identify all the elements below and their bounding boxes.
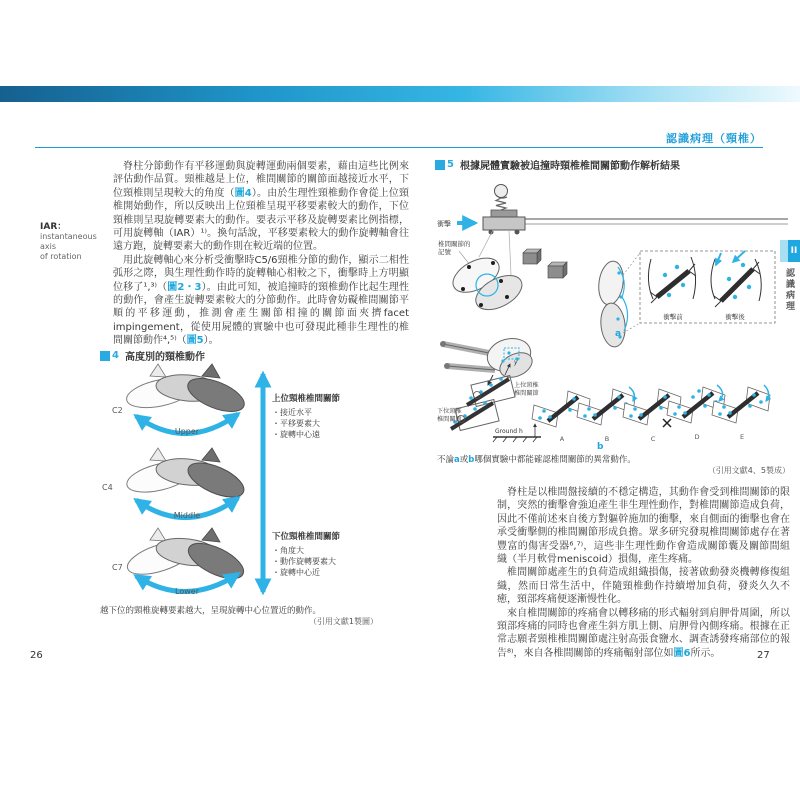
caption-text: 或 bbox=[459, 455, 469, 465]
vertebra-label-c7: C7 bbox=[112, 563, 123, 572]
figure5-caption bbox=[437, 453, 790, 465]
page-number-left: 26 bbox=[30, 650, 43, 661]
figure5-title: 根據屍體實驗被追撞時頸椎椎間關節動作解析結果 bbox=[459, 161, 680, 172]
jig-vertebra-illustration bbox=[484, 334, 536, 382]
figure4-illustration bbox=[100, 362, 272, 604]
body-text: 用此旋轉軸心來分析受衝擊時C5/6頸椎分節的動作，顯示二相性弧形之際，與生理性動作時的旋轉軸心相較之下，衝擊時上方明顯位移了¹,³⁾（ bbox=[113, 254, 409, 293]
right-page-body-text bbox=[497, 486, 790, 660]
panel-label: D bbox=[694, 433, 700, 441]
panel-label: B bbox=[604, 435, 610, 443]
vertebra-c2-illustration bbox=[124, 364, 249, 418]
chapter-tab-label: 認識病理 bbox=[784, 268, 794, 312]
body-text: 脊柱分節動作有平移運動與旋轉運動兩個要素，藉由這些比例來評估動作品質。頸椎越是上位，椎間關節的關節面越接近水平，下位頸椎則呈現較大的角度（ bbox=[113, 161, 409, 199]
annotation-bullet: ・旋轉中心遠 bbox=[272, 430, 320, 439]
chapter-tab-numeral: II bbox=[788, 240, 800, 262]
page-number-right: 27 bbox=[757, 650, 770, 661]
sled-apparatus-icon bbox=[483, 185, 525, 235]
camera-icon bbox=[548, 262, 567, 278]
vertebra-label-c2: C2 bbox=[112, 406, 123, 415]
annotation-bullet: ・角度大 bbox=[272, 546, 304, 555]
experiment-b-label: b bbox=[597, 442, 604, 452]
experiment-a-label: a bbox=[615, 329, 622, 339]
paragraph bbox=[113, 160, 409, 254]
body-text: ）。由於生理性頸椎動作會從上位頸椎開始動作，所以反映出上位頸椎呈現平移要素較大的動作，下位頸椎則呈現旋轉要素大的動作。要表示平移及旋轉要素比例指標，可用旋轉軸（IAR）¹⁾。換句話說，平移要素較大的動作旋轉軸會往遠方跑，旋轉要素大的動作則在較近端的位置。 bbox=[113, 187, 410, 253]
figure-reference: 圖2・3 bbox=[167, 281, 202, 293]
body-text: 來自椎間關節的疼痛會以轉移痛的形式輻射到肩胛骨周圍，所以頸部疼痛的同時也會產生斜方肌上側、肩胛骨內側疼痛。根據在正常志願者頸椎椎間關節處注射高張食鹽水、調查誘發疼痛部位的報告⁸⁾，來自各椎間關節的疼痛輻射部位如 bbox=[497, 607, 790, 659]
header-rule bbox=[35, 147, 763, 148]
figure5-citation: （引用文獻4、5製成） bbox=[707, 466, 790, 475]
inset-box bbox=[640, 251, 775, 323]
figure4-upper-annotation bbox=[272, 394, 378, 440]
axis-y-label: y bbox=[514, 359, 518, 366]
margin-note-definition-line2: of rotation bbox=[40, 252, 82, 261]
region-label-middle: Middle bbox=[173, 511, 201, 520]
running-title: 認識病理（頸椎） bbox=[666, 132, 762, 145]
figure4-number: 4 bbox=[112, 350, 119, 361]
vertebra-c4-illustration bbox=[124, 448, 249, 504]
upper-joint-label-line1: 上位頸椎 bbox=[514, 382, 539, 389]
ground-label: Ground h bbox=[495, 428, 523, 435]
region-label-lower: Lower bbox=[175, 587, 199, 596]
figure5-illustration bbox=[435, 183, 790, 453]
paragraph: 椎間關節處產生的負荷造成組織損傷，接著啟動發炎機轉修復組織，然而日常生活中，伴隨頸椎動作持續增加負荷，發炎久久不癒，頸部疼痛便逐漸慢性化。 bbox=[497, 567, 790, 606]
figure4-citation: （引用文獻1製圖） bbox=[308, 617, 378, 626]
left-page-body-text bbox=[113, 160, 409, 348]
panel-label: A bbox=[559, 435, 565, 443]
body-text: ）。 bbox=[203, 335, 219, 347]
annotation-bullet: ・接近水平 bbox=[272, 408, 312, 417]
paragraph bbox=[497, 607, 790, 661]
panel-label: E bbox=[739, 433, 745, 441]
body-text: ）。由此可知，被追撞時的頸椎動作比起生理性的動作，會產生旋轉要素較大的分節動作。此時會妨礙椎間關節平順的平移運動，推測會產生關節相撞的關節面夾擠facet impingement，從使用屍體的實驗中也可發現此種非生理性的椎間關節動作⁴,⁵⁾（ bbox=[113, 281, 410, 347]
marked-vertebra-illustration bbox=[447, 251, 527, 317]
experiment-b-reference: b bbox=[468, 455, 475, 465]
pre-impact-label: 衝擊前 bbox=[663, 313, 683, 321]
figure4-header bbox=[100, 348, 205, 363]
margin-note-definition-line1: instantaneous axis bbox=[40, 232, 97, 251]
annotation-title: 上位頸椎椎間關節 bbox=[272, 394, 341, 404]
figure-marker-icon bbox=[100, 351, 110, 361]
margin-note-iar bbox=[40, 219, 112, 262]
figure-reference: 圖6 bbox=[673, 647, 691, 659]
figure-reference: 圖4 bbox=[234, 187, 252, 199]
measurement-jig-icon bbox=[440, 341, 495, 370]
header-gradient-band bbox=[0, 86, 800, 102]
paragraph: 脊柱是以椎間盤接續的不穩定構造，其動作會受到椎間關節的限制，突然的衝擊會強迫產生非生理性動作，對椎間關節造成負荷，因此不僅前述來自後方對軀幹施加的衝擊，來自側面的衝擊也會在承受衝擊側的椎間關節形成負擔。眾多研究發現椎間關節處存在著豐富的傷害受器⁶,⁷⁾，這些非生理性動作會造成關節囊及關節間組織（半月軟骨meniscoid）損傷，產生疼痛。 bbox=[497, 487, 790, 566]
joint-marker-label-line2: 記號 bbox=[438, 248, 451, 256]
upper-joint-label-line2: 椎間關節 bbox=[514, 390, 539, 397]
figure5-header bbox=[435, 157, 680, 172]
caption-text: 哪個實驗中都能確認椎間關節的異常動作。 bbox=[474, 455, 636, 465]
experiment-a-reference: a bbox=[454, 455, 460, 465]
figure5-number: 5 bbox=[447, 159, 454, 170]
annotation-bullet: ・平移要素大 bbox=[272, 419, 320, 428]
caption-text: 不論 bbox=[437, 455, 455, 465]
figure-reference: 圖5 bbox=[186, 335, 204, 347]
figure4-caption: 越下位的頸椎旋轉要素越大，呈現旋轉中心位置近的動作。 bbox=[100, 606, 322, 616]
annotation-bullet: ・旋轉中心近 bbox=[272, 568, 320, 577]
panel-label: C bbox=[650, 435, 656, 443]
figure-marker-icon bbox=[435, 160, 445, 170]
annotation-bullet: ・動作旋轉要素大 bbox=[272, 557, 336, 566]
margin-note-term: IAR： bbox=[40, 222, 67, 232]
body-text: 所示。 bbox=[690, 647, 721, 659]
post-impact-label: 衝擊後 bbox=[725, 313, 745, 321]
camera-icon bbox=[523, 249, 541, 264]
vertebra-label-c4: C4 bbox=[102, 483, 113, 492]
annotation-title: 下位頸椎椎間關節 bbox=[272, 532, 341, 542]
paragraph bbox=[113, 254, 409, 348]
lower-joint-label-line2: 椎間關節 bbox=[437, 416, 462, 423]
figure4-title: 高度別的頸椎動作 bbox=[124, 352, 205, 363]
traced-vertebra-illustration bbox=[596, 260, 628, 349]
joint-marker-label-line1: 椎間關節的 bbox=[438, 240, 471, 248]
lower-joint-label-line1: 下位頸椎 bbox=[437, 408, 462, 415]
impact-label: 衝擊 bbox=[437, 220, 451, 228]
figure4-lower-annotation bbox=[272, 532, 378, 578]
region-label-upper: Upper bbox=[174, 427, 200, 436]
